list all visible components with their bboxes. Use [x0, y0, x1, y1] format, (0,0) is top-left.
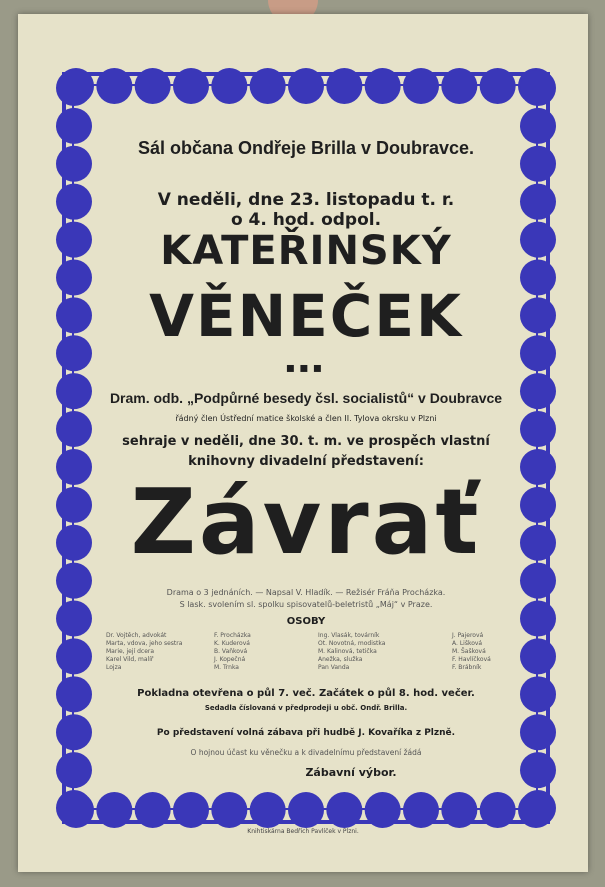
cast-entry: Ing. Vlasák, továrník: [318, 632, 380, 639]
dots-divider: ▪▪▪: [285, 360, 327, 376]
presenter-line: Dram. odb. „Podpůrné besedy čsl. socialistů“ v Doubravce: [109, 390, 503, 406]
cast-entry: Marta, vdova, jeho sestra: [106, 640, 183, 647]
time-line: o 4. hod. odpol.: [230, 210, 382, 230]
cast-entry: M. Kalinová, tetička: [318, 648, 377, 655]
cast-entry: M. Šašková: [452, 648, 486, 655]
printer-imprint: Knihtiskárna Bedřich Pavlíček v Plzni.: [247, 828, 359, 835]
after-party-line: Po představení volná zábava při hudbě J. Kovaříka z Plzně.: [156, 728, 456, 738]
date-line: V neděli, dne 23. listopadu t. r.: [157, 190, 455, 210]
cast-entry: Karel Vild, malíř: [106, 656, 154, 663]
performance-line-1: sehraje v neděli, dne 30. t. m. ve prospěch vlastní: [122, 434, 490, 449]
cast-entry: M. Trnka: [214, 664, 239, 671]
cast-entry: Anežka, služka: [318, 656, 363, 663]
cast-entry: Marie, její dcera: [106, 648, 155, 655]
cast-entry: Dr. Vojtěch, advokát: [106, 632, 167, 639]
venue-heading: Sál občana Ondřeje Brilla v Doubravce.: [137, 138, 475, 158]
cast-heading: OSOBY: [286, 616, 326, 627]
play-info-2: S lask. svolením sl. spolku spisovatelů-beletristů „Máj“ v Praze.: [179, 600, 433, 609]
performance-line-2: knihovny divadelní představení:: [188, 454, 424, 469]
member-line: řádný člen Ústřední matice školské a člen II. Tylova okrsku v Plzni: [175, 414, 437, 423]
cast-actors-right: [452, 632, 491, 672]
cast-entry: K. Kuderová: [214, 640, 250, 647]
event-title-line-1: KATEŘINSKÝ: [160, 228, 452, 274]
committee-signature: Zábavní výbor.: [305, 766, 397, 779]
play-info-1: Drama o 3 jednáních. — Napsal V. Hladík. — Režisér Fráňa Procházka.: [166, 588, 446, 597]
cast-entry: J. Kopečná: [214, 656, 246, 663]
cast-entry: F. Brábník: [452, 664, 482, 671]
cast-actors-left: [214, 632, 251, 672]
cast-entry: F. Havlíčková: [452, 656, 491, 663]
cast-entry: Pan Vanda: [318, 664, 350, 671]
seats-line: Sedadla číslovaná v předprodeji u obč. Ondř. Brilla.: [204, 704, 408, 712]
ticket-line: Pokladna otevřena o půl 7. več. Začátek o půl 8. hod. večer.: [137, 688, 475, 699]
cast-entry: J. Pajerová: [452, 632, 484, 639]
cast-entry: Lojza: [106, 664, 122, 671]
play-title: Závrať: [130, 470, 482, 575]
invite-line: O hojnou účast ku věnečku a k divadelnímu představení žádá: [190, 748, 422, 757]
cast-entry: B. Vaňková: [214, 648, 248, 655]
event-title-line-2: VĚNEČEK: [149, 282, 463, 350]
cast-entry: Ot. Novotná, modistka: [318, 640, 386, 647]
cast-entry: A. Lišková: [452, 640, 483, 647]
cast-roles-left: [106, 632, 182, 672]
cast-entry: F. Procházka: [214, 632, 251, 639]
cast-roles-right: [318, 632, 385, 672]
